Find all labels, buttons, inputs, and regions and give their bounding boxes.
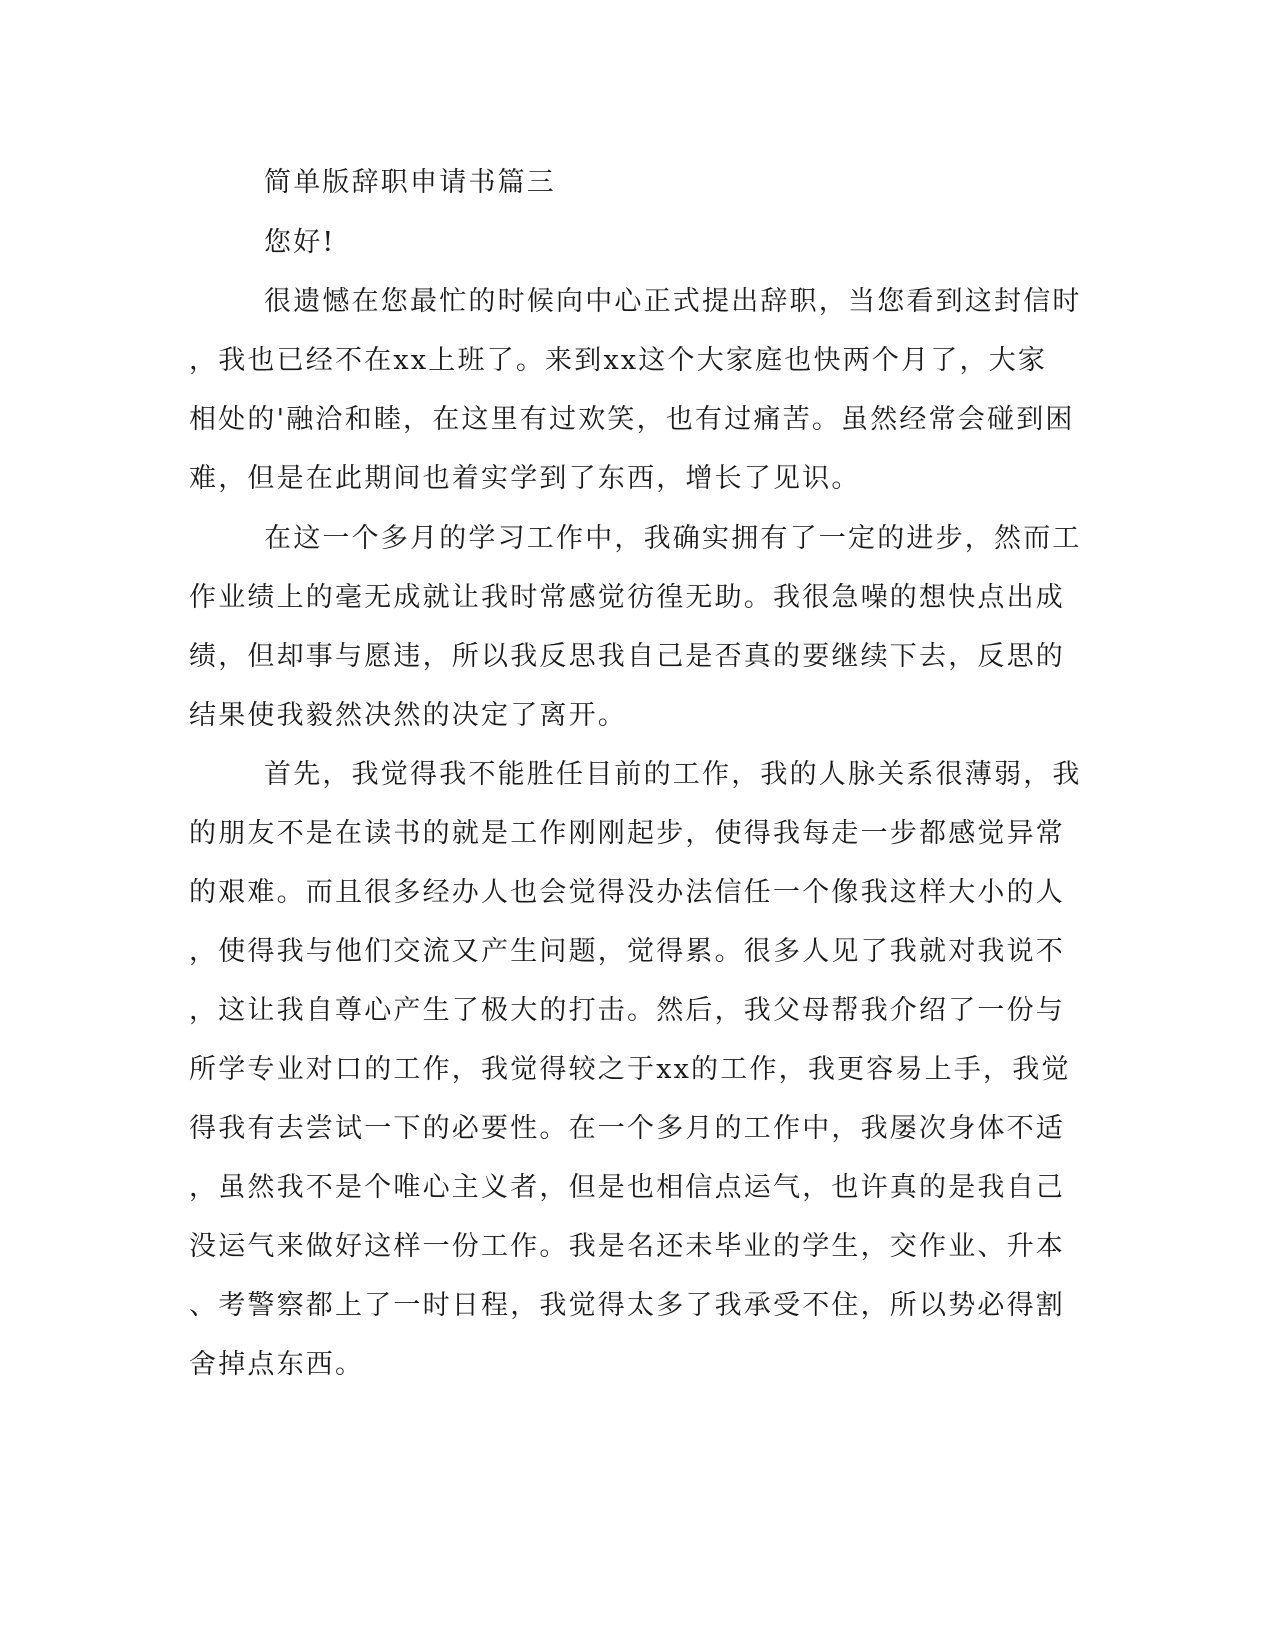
paragraph-3-line-5: ，这让我自尊心产生了极大的打击。然后，我父母帮我介绍了一份与	[189, 995, 1065, 1026]
greeting: 您好!	[264, 227, 336, 258]
paragraph-2-line-4: 结果使我毅然决然的决定了离开。	[189, 700, 627, 731]
paragraph-1-line-3: 相处的'融洽和睦，在这里有过欢笑，也有过痛苦。虽然经常会碰到困	[189, 404, 1075, 435]
document-title: 简单版辞职申请书篇三	[264, 167, 556, 198]
paragraph-3-line-7: 得我有去尝试一下的必要性。在一个多月的工作中，我屡次身体不适	[189, 1113, 1065, 1144]
paragraph-3-line-4: ，使得我与他们交流又产生问题，觉得累。很多人见了我就对我说不	[189, 936, 1065, 967]
paragraph-2-line-1: 在这一个多月的学习工作中，我确实拥有了一定的进步，然而工	[264, 523, 1082, 554]
paragraph-3-line-9: 没运气来做好这样一份工作。我是名还未毕业的学生，交作业、升本	[189, 1231, 1065, 1262]
paragraph-3-line-2: 的朋友不是在读书的就是工作刚刚起步，使得我每走一步都感觉异常	[189, 818, 1065, 849]
paragraph-3-line-10: 、考警察都上了一时日程，我觉得太多了我承受不住，所以势必得割	[189, 1290, 1065, 1321]
paragraph-1-line-4: 难，但是在此期间也着实学到了东西，增长了见识。	[189, 463, 861, 494]
paragraph-3-line-3: 的艰难。而且很多经办人也会觉得没办法信任一个像我这样大小的人	[189, 877, 1065, 908]
paragraph-2-line-2: 作业绩上的毫无成就让我时常感觉彷徨无助。我很急噪的想快点出成	[189, 582, 1065, 613]
paragraph-3-line-1: 首先，我觉得我不能胜任目前的工作，我的人脉关系很薄弱，我	[264, 759, 1082, 790]
paragraph-2-line-3: 绩，但却事与愿违，所以我反思我自己是否真的要继续下去，反思的	[189, 641, 1065, 672]
paragraph-3-line-11: 舍掉点东西。	[189, 1349, 365, 1380]
paragraph-3-line-8: ，虽然我不是个唯心主义者，但是也相信点运气，也许真的是我自己	[189, 1172, 1065, 1203]
paragraph-1-line-2: ，我也已经不在xx上班了。来到xx这个大家庭也快两个月了，大家	[189, 345, 1048, 376]
paragraph-1-line-1: 很遗憾在您最忙的时候向中心正式提出辞职，当您看到这封信时	[264, 286, 1082, 317]
paragraph-3-line-6: 所学专业对口的工作，我觉得较之于xx的工作，我更容易上手，我觉	[189, 1054, 1071, 1085]
